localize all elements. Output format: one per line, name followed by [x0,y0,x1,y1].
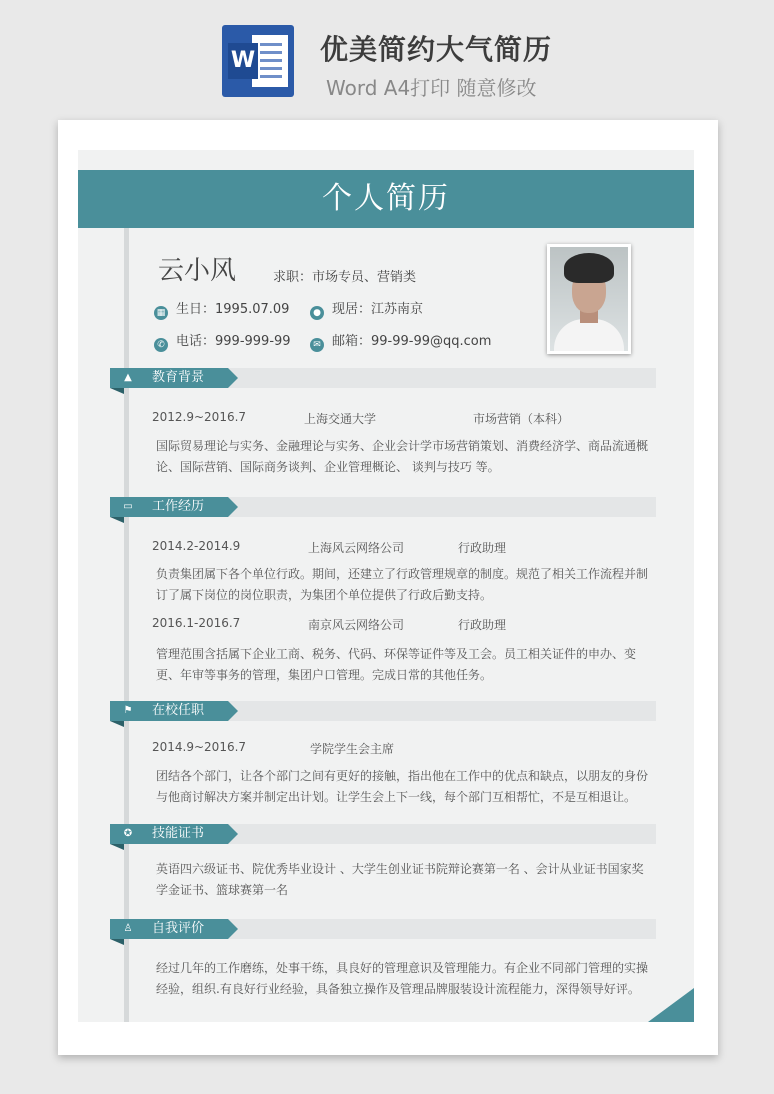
location-info [310,301,423,319]
section-title: 自我评价 [152,921,205,936]
job-company: 南京风云网络公司 [308,618,405,632]
medal-icon: ✪ [123,828,133,839]
birth-info [154,301,289,319]
profile-photo [547,244,631,354]
job-period: 2014.2-2014.9 [152,539,241,553]
campus-desc: 团结各个部门，让各个部门之间有更好的接触，指出他在工作中的优点和缺点，以朋友的身份与他商讨解决方案并制定出计划。让学生会上下一线，每个部门互相帮忙，不是互相退让。 [156,769,649,804]
timeline-bar [124,228,129,1022]
self-eval-desc: 经过几年的工作磨练，处事干练，具良好的管理意识及管理能力。有企业不同部门管理的实操经验，组织.有良好行业经验，具备独立操作及管理品牌服装设计流程能力，深得领导好评。 [156,961,649,996]
job-objective: 求职：市场专员、营销类 [273,270,417,285]
job-role: 行政助理 [458,541,507,555]
calendar-icon: ▦ [154,306,168,320]
email-text: 邮箱：99-99-99@qq.com [332,334,492,349]
email-info [310,333,491,351]
section-title: 工作经历 [152,499,205,514]
edu-courses: 国际贸易理论与实务、金融理论与实务、企业会计学市场营销策划、消费经济学、商品流通概论、国际营销、国际商务谈判、企业管理概论、 谈判与技巧 等。 [156,439,649,474]
banner-title: 优美简约大气简历 [320,33,553,66]
job-desc: 管理范围含括属下企业工商、税务、代码、环保等证件等及工会。员工相关证件的申办、变更、年审等事务的管理，集团户口管理。完成日常的其他任务。 [156,647,637,682]
birth-text: 生日：1995.07.09 [176,302,290,317]
section-title: 教育背景 [152,370,205,385]
job-role: 行政助理 [458,618,507,632]
resume-sheet [58,120,718,1055]
campus-position: 学院学生会主席 [310,742,395,756]
section-title: 在校任职 [152,703,205,718]
edu-school: 上海交通大学 [304,412,377,426]
word-letter: W [228,43,258,79]
location-pin-icon: ● [310,306,324,320]
resume-heading: 个人简历 [78,170,694,228]
campus-period: 2014.9~2016.7 [152,740,247,754]
laptop-icon: ▭ [123,501,133,512]
section-title: 技能证书 [152,826,205,841]
word-logo-icon [222,25,294,97]
location-text: 现居：江苏南京 [332,302,424,317]
graduation-cap-icon: ▲ [124,372,132,383]
corner-decoration [648,988,694,1022]
banner-subtitle: Word A4打印 随意修改 [326,76,537,100]
edu-period: 2012.9~2016.7 [152,410,247,424]
phone-text: 电话：999-999-99 [176,334,291,349]
job-period: 2016.1-2016.7 [152,616,241,630]
edu-major: 市场营销（本科） [473,412,570,426]
flag-icon: ⚑ [123,705,133,716]
person-icon: ♙ [123,923,133,934]
phone-icon: ✆ [154,338,168,352]
resume-page [78,150,694,1022]
skills-desc: 英语四六级证书、院优秀毕业设计 、大学生创业证书院辩论赛第一名 、会计从业证书国家奖学金证书、篮球赛第一名 [156,862,644,897]
banner [0,0,774,118]
candidate-name: 云小风 [158,256,237,286]
mail-icon: ✉ [310,338,324,352]
job-desc: 负责集团属下各个单位行政。期间，还建立了行政管理规章的制度。规范了相关工作流程并制订了属下岗位的岗位职责，为集团个单位提供了行政后勤支持。 [156,567,649,602]
job-company: 上海风云网络公司 [308,541,405,555]
phone-info [154,333,291,351]
